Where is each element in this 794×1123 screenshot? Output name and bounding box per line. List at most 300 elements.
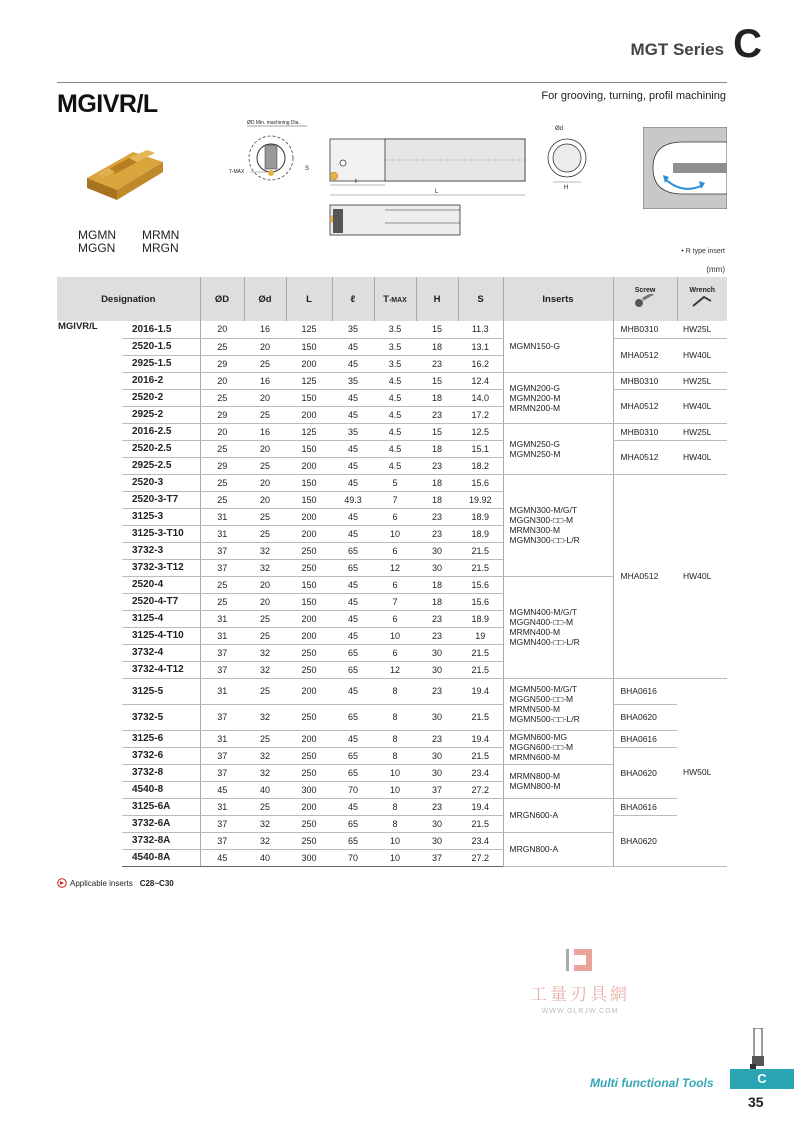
cell-d: 40 bbox=[244, 849, 286, 866]
cell-tmax: 10 bbox=[374, 764, 416, 781]
cell-l: 200 bbox=[286, 730, 332, 747]
cell-d: 20 bbox=[244, 576, 286, 593]
designation-cell: 2520-2.5 bbox=[122, 440, 200, 457]
footnote-ref: C28~C30 bbox=[139, 878, 174, 888]
cell-od: 31 bbox=[200, 610, 244, 627]
cell-l: 45 bbox=[332, 338, 374, 355]
cell-tmax: 4.5 bbox=[374, 440, 416, 457]
cell-od: 37 bbox=[200, 815, 244, 832]
cell-h: 23 bbox=[416, 610, 458, 627]
cell-od: 29 bbox=[200, 457, 244, 474]
cell-h: 23 bbox=[416, 798, 458, 815]
cell-d: 25 bbox=[244, 610, 286, 627]
reference-icon bbox=[57, 878, 67, 888]
cell-l: 65 bbox=[332, 559, 374, 576]
cell-l: 45 bbox=[332, 525, 374, 542]
cell-h: 30 bbox=[416, 747, 458, 764]
cell-d: 32 bbox=[244, 542, 286, 559]
cell-tmax: 10 bbox=[374, 781, 416, 798]
inserts-cell bbox=[503, 576, 613, 678]
insert-item: MRMN300-M bbox=[509, 525, 561, 535]
cell-h: 23 bbox=[416, 730, 458, 747]
cell-l: 70 bbox=[332, 849, 374, 866]
cell-l: 65 bbox=[332, 704, 374, 730]
cell-l: 250 bbox=[286, 644, 332, 661]
insert-item: MGMN500-M/G/T bbox=[509, 684, 578, 694]
insert-item: MGMN800-M bbox=[509, 781, 561, 791]
cell-l: 65 bbox=[332, 764, 374, 781]
insert-item: MGMN400-□□-L/R bbox=[509, 637, 580, 647]
cell-l: 65 bbox=[332, 815, 374, 832]
cell-tmax: 10 bbox=[374, 627, 416, 644]
insert-item: MGMN300-M/G/T bbox=[509, 505, 578, 515]
cell-od: 25 bbox=[200, 491, 244, 508]
watermark-url: WWW.GLRJW.COM bbox=[541, 1008, 619, 1015]
cell-l: 45 bbox=[332, 406, 374, 423]
cell-h: 15 bbox=[416, 321, 458, 338]
cell-l: 125 bbox=[286, 372, 332, 389]
cell-tmax: 8 bbox=[374, 704, 416, 730]
cell-s: 12.4 bbox=[458, 372, 503, 389]
cell-s: 15.6 bbox=[458, 593, 503, 610]
insert-item: MGMN600-MG bbox=[509, 732, 568, 742]
spec-table bbox=[57, 277, 727, 867]
cell-h: 30 bbox=[416, 764, 458, 781]
cell-s: 23.4 bbox=[458, 832, 503, 849]
cell-l: 65 bbox=[332, 644, 374, 661]
r-type-note: • R type insert bbox=[681, 248, 725, 255]
cell-l: 45 bbox=[332, 730, 374, 747]
cell-l: 65 bbox=[332, 661, 374, 678]
cell-tmax: 4.5 bbox=[374, 372, 416, 389]
cell-h: 18 bbox=[416, 440, 458, 457]
cell-s: 18.9 bbox=[458, 610, 503, 627]
designation-cell: 2925-2 bbox=[122, 406, 200, 423]
cell-s: 19.92 bbox=[458, 491, 503, 508]
cell-tmax: 7 bbox=[374, 593, 416, 610]
cell-l: 70 bbox=[332, 781, 374, 798]
designation-cell: 3732-4 bbox=[122, 644, 200, 661]
cell-l: 45 bbox=[332, 678, 374, 704]
col-s: S bbox=[458, 277, 503, 321]
cell-s: 23.4 bbox=[458, 764, 503, 781]
cell-od: 25 bbox=[200, 338, 244, 355]
screw-cell: BHA0620 bbox=[613, 704, 677, 730]
wrench-cell: HW40L bbox=[677, 474, 727, 678]
cell-s: 19.4 bbox=[458, 730, 503, 747]
screw-cell: BHA0620 bbox=[613, 747, 677, 798]
cell-l: 300 bbox=[286, 781, 332, 798]
cell-l: 200 bbox=[286, 406, 332, 423]
cell-tmax: 8 bbox=[374, 730, 416, 747]
designation-cell: 3732-4-T12 bbox=[122, 661, 200, 678]
cell-h: 30 bbox=[416, 832, 458, 849]
cell-l: 35 bbox=[332, 321, 374, 338]
wrench-cell: HW40L bbox=[677, 440, 727, 474]
inserts-cell bbox=[503, 764, 613, 798]
cell-l: 45 bbox=[332, 474, 374, 491]
inserts-cell bbox=[503, 474, 613, 576]
insert-name: MRMN bbox=[142, 228, 180, 242]
s-label: S bbox=[305, 166, 310, 172]
insert-item: MGMN150-G bbox=[509, 341, 561, 352]
cell-l: 200 bbox=[286, 678, 332, 704]
cell-h: 30 bbox=[416, 704, 458, 730]
designation-cell: 3125-3-T10 bbox=[122, 525, 200, 542]
wrench-cell: HW25L bbox=[677, 423, 727, 440]
table-row bbox=[57, 815, 727, 832]
watermark bbox=[530, 945, 630, 1015]
cell-s: 13.1 bbox=[458, 338, 503, 355]
cell-l: 200 bbox=[286, 457, 332, 474]
cell-s: 21.5 bbox=[458, 661, 503, 678]
cell-s: 21.5 bbox=[458, 747, 503, 764]
cell-d: 32 bbox=[244, 644, 286, 661]
cell-d: 32 bbox=[244, 704, 286, 730]
h-label: H bbox=[564, 185, 569, 191]
cell-l: 250 bbox=[286, 832, 332, 849]
cell-l: 250 bbox=[286, 815, 332, 832]
screw-cell: MHA0512 bbox=[613, 389, 677, 423]
designation-cell: 2016-2 bbox=[122, 372, 200, 389]
product-subtitle: For grooving, turning, profil machining bbox=[541, 90, 726, 102]
cell-l: 35 bbox=[332, 372, 374, 389]
cell-od: 37 bbox=[200, 559, 244, 576]
tmax-label: T-MAX bbox=[229, 169, 245, 175]
cell-od: 37 bbox=[200, 764, 244, 781]
cell-s: 15.1 bbox=[458, 440, 503, 457]
cell-d: 32 bbox=[244, 832, 286, 849]
watermark-logo bbox=[560, 945, 600, 975]
cell-l: 45 bbox=[332, 389, 374, 406]
section-letter: C bbox=[733, 22, 762, 66]
col-wrench bbox=[677, 277, 727, 321]
cell-od: 29 bbox=[200, 355, 244, 372]
designation-cell: 2925-1.5 bbox=[122, 355, 200, 372]
cell-tmax: 4.5 bbox=[374, 457, 416, 474]
cell-l: 125 bbox=[286, 423, 332, 440]
wrench-header-label: Wrench bbox=[689, 287, 716, 294]
cell-od: 37 bbox=[200, 644, 244, 661]
cell-s: 19 bbox=[458, 627, 503, 644]
designation-cell: 3732-5 bbox=[122, 704, 200, 730]
screw-cell: MHA0512 bbox=[613, 440, 677, 474]
designation-cell: 2520-3-T7 bbox=[122, 491, 200, 508]
table-row bbox=[57, 372, 727, 389]
cell-h: 18 bbox=[416, 593, 458, 610]
unit-label: (mm) bbox=[706, 265, 725, 274]
cell-h: 30 bbox=[416, 644, 458, 661]
cell-h: 23 bbox=[416, 508, 458, 525]
cell-h: 30 bbox=[416, 542, 458, 559]
designation-cell: 3732-8 bbox=[122, 764, 200, 781]
cell-l: 35 bbox=[332, 423, 374, 440]
cell-d: 32 bbox=[244, 559, 286, 576]
inserts-cell bbox=[503, 798, 613, 832]
cell-od: 25 bbox=[200, 440, 244, 457]
cell-s: 27.2 bbox=[458, 849, 503, 866]
cell-od: 37 bbox=[200, 661, 244, 678]
cell-l: 200 bbox=[286, 355, 332, 372]
cell-l: 150 bbox=[286, 389, 332, 406]
cell-d: 32 bbox=[244, 661, 286, 678]
table-row bbox=[57, 474, 727, 491]
cell-l: 45 bbox=[332, 440, 374, 457]
designation-cell: 2520-3 bbox=[122, 474, 200, 491]
insert-item: MRMN800-M bbox=[509, 771, 561, 781]
table-row bbox=[57, 704, 727, 730]
cell-l: 200 bbox=[286, 508, 332, 525]
col-tmax bbox=[374, 277, 416, 321]
cell-h: 30 bbox=[416, 815, 458, 832]
cell-tmax: 8 bbox=[374, 747, 416, 764]
cell-d: 25 bbox=[244, 730, 286, 747]
cell-d: 20 bbox=[244, 593, 286, 610]
col-d: Ød bbox=[244, 277, 286, 321]
cell-tmax: 3.5 bbox=[374, 355, 416, 372]
designation-cell: 2925-2.5 bbox=[122, 457, 200, 474]
cell-l: 200 bbox=[286, 525, 332, 542]
insert-item: MRMN200-M bbox=[509, 402, 561, 413]
cell-d: 25 bbox=[244, 627, 286, 644]
cell-l: 45 bbox=[332, 593, 374, 610]
screw-cell: MHB0310 bbox=[613, 321, 677, 338]
insert-item: MRMN400-M bbox=[509, 627, 561, 637]
cell-h: 37 bbox=[416, 849, 458, 866]
cell-h: 23 bbox=[416, 525, 458, 542]
designation-cell: 3125-6 bbox=[122, 730, 200, 747]
designation-cell: 3732-6 bbox=[122, 747, 200, 764]
cell-l: 250 bbox=[286, 661, 332, 678]
page-number: 35 bbox=[748, 1094, 764, 1110]
cell-h: 37 bbox=[416, 781, 458, 798]
insert-item: MGMN200-M bbox=[509, 392, 561, 403]
cell-l: 250 bbox=[286, 542, 332, 559]
cell-od: 37 bbox=[200, 542, 244, 559]
col-od: ØD bbox=[200, 277, 244, 321]
cell-tmax: 10 bbox=[374, 525, 416, 542]
section-tab[interactable]: C bbox=[730, 1069, 794, 1089]
insert-item: MGMN300-□□-L/R bbox=[509, 535, 580, 545]
insert-item: MGMN500-□□-L/R bbox=[509, 714, 580, 724]
wrench-cell: HW25L bbox=[677, 372, 727, 389]
designation-cell: 2016-2.5 bbox=[122, 423, 200, 440]
inserts-cell bbox=[503, 372, 613, 423]
screw-cell: BHA0616 bbox=[613, 678, 677, 704]
table-row bbox=[57, 440, 727, 457]
screw-header-label: Screw bbox=[634, 287, 656, 294]
cell-d: 20 bbox=[244, 338, 286, 355]
designation-cell: 3732-3-T12 bbox=[122, 559, 200, 576]
l-small-label: ℓ bbox=[355, 179, 357, 185]
machining-diagram bbox=[643, 127, 727, 209]
cell-s: 11.3 bbox=[458, 321, 503, 338]
insert-item: MGMN200-G bbox=[509, 382, 561, 393]
technical-drawing bbox=[225, 115, 595, 245]
cell-d: 20 bbox=[244, 491, 286, 508]
cell-l: 65 bbox=[332, 747, 374, 764]
cell-l: 250 bbox=[286, 764, 332, 781]
cell-od: 45 bbox=[200, 781, 244, 798]
table-row bbox=[57, 338, 727, 355]
screw-cell: MHA0512 bbox=[613, 338, 677, 372]
cell-tmax: 3.5 bbox=[374, 321, 416, 338]
cell-s: 18.9 bbox=[458, 508, 503, 525]
wrench-cell: HW50L bbox=[677, 678, 727, 866]
cell-s: 21.5 bbox=[458, 644, 503, 661]
table-row bbox=[57, 321, 727, 338]
cell-tmax: 6 bbox=[374, 644, 416, 661]
cell-s: 14.0 bbox=[458, 389, 503, 406]
cell-tmax: 4.5 bbox=[374, 406, 416, 423]
inserts-cell bbox=[503, 730, 613, 764]
cell-s: 15.6 bbox=[458, 576, 503, 593]
cell-d: 25 bbox=[244, 508, 286, 525]
cell-tmax: 5 bbox=[374, 474, 416, 491]
cell-l: 150 bbox=[286, 474, 332, 491]
cell-s: 15.6 bbox=[458, 474, 503, 491]
cell-h: 18 bbox=[416, 491, 458, 508]
cell-s: 18.2 bbox=[458, 457, 503, 474]
product-title: MGIVR/L bbox=[57, 90, 158, 118]
designation-cell: 2520-4-T7 bbox=[122, 593, 200, 610]
col-designation: Designation bbox=[57, 277, 200, 321]
wrench-cell: HW40L bbox=[677, 389, 727, 423]
designation-cell: 4540-8A bbox=[122, 849, 200, 866]
designation-cell: 3125-6A bbox=[122, 798, 200, 815]
insert-item: MGMN250-M bbox=[509, 448, 561, 459]
insert-name: MGGN bbox=[78, 241, 116, 255]
cell-d: 16 bbox=[244, 423, 286, 440]
cell-d: 25 bbox=[244, 798, 286, 815]
cell-d: 32 bbox=[244, 764, 286, 781]
designation-cell: 3732-3 bbox=[122, 542, 200, 559]
cell-l: 150 bbox=[286, 593, 332, 610]
designation-cell: 3125-4-T10 bbox=[122, 627, 200, 644]
cell-h: 18 bbox=[416, 338, 458, 355]
cell-od: 20 bbox=[200, 423, 244, 440]
cell-od: 25 bbox=[200, 593, 244, 610]
cell-s: 19.4 bbox=[458, 678, 503, 704]
cell-tmax: 10 bbox=[374, 832, 416, 849]
min-dia-label: ØD Min. machining Dia. bbox=[247, 120, 300, 126]
cell-d: 20 bbox=[244, 389, 286, 406]
screw-cell: BHA0616 bbox=[613, 798, 677, 815]
table-row bbox=[57, 798, 727, 815]
designation-cell: 3125-3 bbox=[122, 508, 200, 525]
cell-tmax: 8 bbox=[374, 815, 416, 832]
insert-item: MGMN250-G bbox=[509, 438, 561, 449]
cell-h: 18 bbox=[416, 474, 458, 491]
cell-s: 16.2 bbox=[458, 355, 503, 372]
watermark-text: 工量刃具網 bbox=[530, 985, 630, 1005]
footnote bbox=[57, 878, 174, 888]
cell-l: 200 bbox=[286, 798, 332, 815]
insert-item: MRGN600-A bbox=[509, 810, 559, 820]
inserts-cell bbox=[503, 321, 613, 372]
designation-cell: 3732-8A bbox=[122, 832, 200, 849]
cell-h: 23 bbox=[416, 678, 458, 704]
cell-l: 250 bbox=[286, 747, 332, 764]
screw-cell: MHA0512 bbox=[613, 474, 677, 678]
cell-h: 23 bbox=[416, 406, 458, 423]
cell-tmax: 6 bbox=[374, 542, 416, 559]
cell-s: 17.2 bbox=[458, 406, 503, 423]
cell-tmax: 12 bbox=[374, 661, 416, 678]
cell-od: 31 bbox=[200, 678, 244, 704]
screw-cell: BHA0616 bbox=[613, 730, 677, 747]
designation-cell: 3732-6A bbox=[122, 815, 200, 832]
inserts-cell bbox=[503, 678, 613, 730]
cell-tmax: 7 bbox=[374, 491, 416, 508]
table-row bbox=[57, 423, 727, 440]
cell-tmax: 4.5 bbox=[374, 389, 416, 406]
cell-l: 45 bbox=[332, 355, 374, 372]
cell-od: 20 bbox=[200, 321, 244, 338]
insert-item: MGGN300-□□-M bbox=[509, 515, 574, 525]
cell-l: 150 bbox=[286, 576, 332, 593]
designation-cell: 4540-8 bbox=[122, 781, 200, 798]
group-label: MGIVR/L bbox=[58, 321, 98, 332]
insert-item: MRMN500-M bbox=[509, 704, 561, 714]
cell-d: 20 bbox=[244, 474, 286, 491]
col-inserts: Inserts bbox=[503, 277, 613, 321]
cell-od: 31 bbox=[200, 798, 244, 815]
cell-od: 29 bbox=[200, 406, 244, 423]
cell-s: 21.5 bbox=[458, 815, 503, 832]
cell-od: 31 bbox=[200, 730, 244, 747]
cell-h: 18 bbox=[416, 389, 458, 406]
cell-tmax: 3.5 bbox=[374, 338, 416, 355]
insert-item: MRMN600-M bbox=[509, 752, 561, 762]
insert-name: MRGN bbox=[142, 241, 179, 255]
cell-d: 16 bbox=[244, 372, 286, 389]
cell-l: 65 bbox=[332, 542, 374, 559]
l-big-label: L bbox=[435, 189, 439, 195]
cell-l: 150 bbox=[286, 440, 332, 457]
cell-l: 250 bbox=[286, 559, 332, 576]
col-ll: ℓ bbox=[332, 277, 374, 321]
cell-s: 19.4 bbox=[458, 798, 503, 815]
cell-od: 45 bbox=[200, 849, 244, 866]
tmax-t: T bbox=[383, 293, 389, 305]
wrench-icon bbox=[690, 294, 714, 308]
cell-l: 45 bbox=[332, 576, 374, 593]
cell-l: 65 bbox=[332, 832, 374, 849]
designation-cell: 3125-4 bbox=[122, 610, 200, 627]
cell-tmax: 8 bbox=[374, 798, 416, 815]
wrench-cell: HW40L bbox=[677, 338, 727, 372]
screw-cell: BHA0620 bbox=[613, 815, 677, 866]
cell-od: 20 bbox=[200, 372, 244, 389]
cell-d: 20 bbox=[244, 440, 286, 457]
cell-l: 300 bbox=[286, 849, 332, 866]
cell-tmax: 6 bbox=[374, 508, 416, 525]
footer-label: Multi functional Tools bbox=[590, 1076, 714, 1090]
screw-icon bbox=[633, 294, 657, 308]
cell-l: 150 bbox=[286, 338, 332, 355]
cell-l: 45 bbox=[332, 457, 374, 474]
insert-item: MGGN400-□□-M bbox=[509, 617, 574, 627]
cell-l: 200 bbox=[286, 627, 332, 644]
cell-tmax: 10 bbox=[374, 849, 416, 866]
cell-od: 31 bbox=[200, 627, 244, 644]
cell-s: 21.5 bbox=[458, 559, 503, 576]
col-l: L bbox=[286, 277, 332, 321]
cell-l: 200 bbox=[286, 610, 332, 627]
cell-od: 31 bbox=[200, 508, 244, 525]
screw-cell: MHB0310 bbox=[613, 423, 677, 440]
